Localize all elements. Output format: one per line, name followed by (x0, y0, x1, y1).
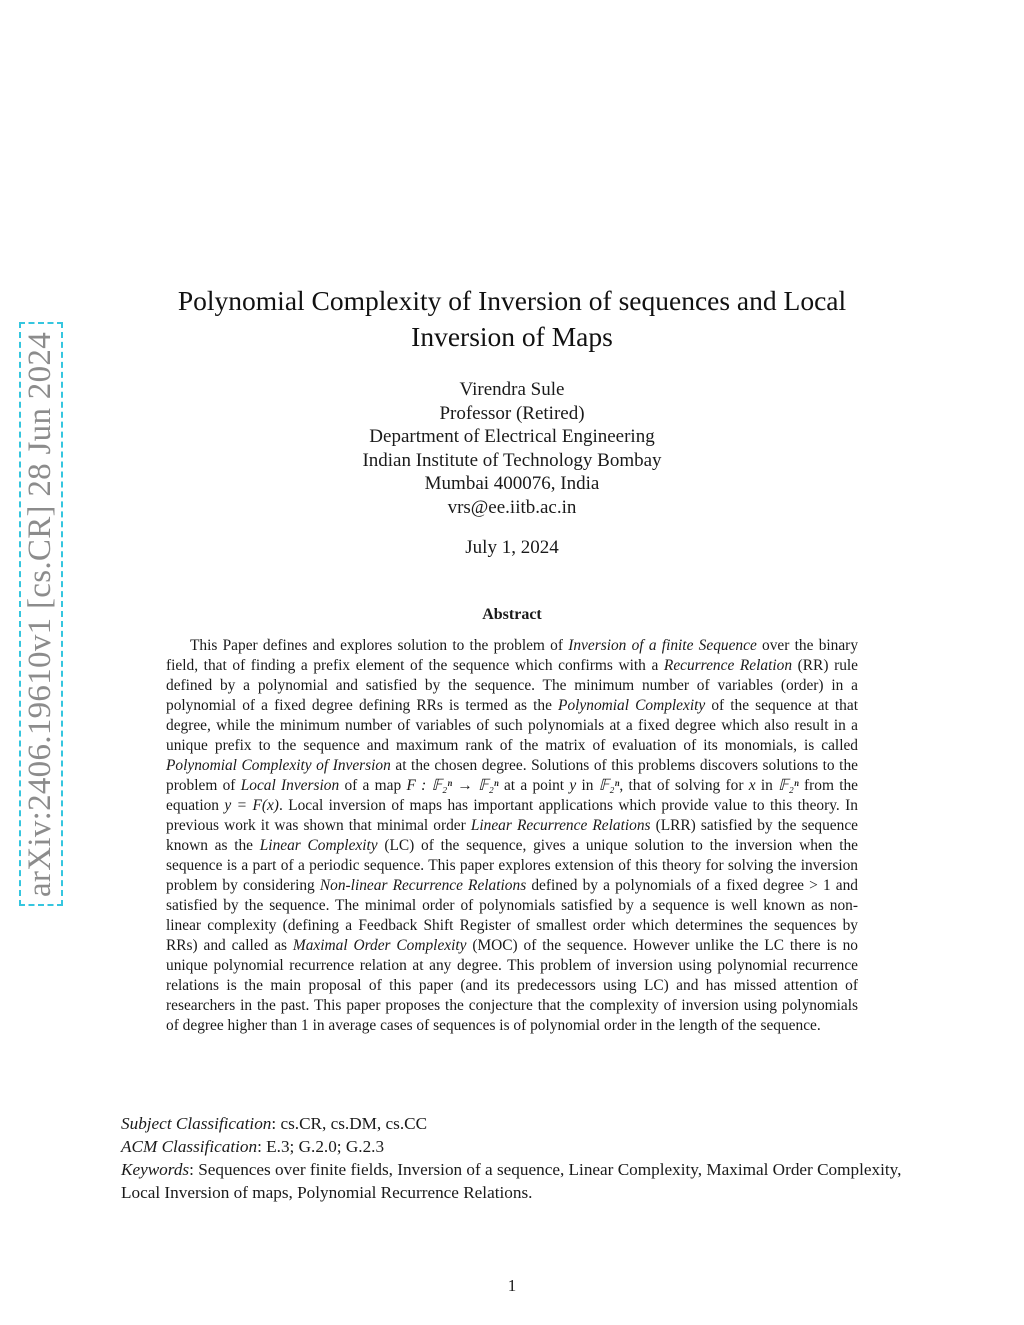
arxiv-sidebar-stamp[interactable] (19, 322, 63, 906)
abstract-text: in (576, 777, 599, 794)
abstract-text: of a map (339, 777, 407, 794)
abstract-text: at a point (498, 777, 570, 794)
abstract-term: Maximal Order Complexity (292, 937, 467, 954)
acm-classification (121, 1135, 907, 1158)
abstract-math: 𝔽₂ⁿ (778, 777, 799, 794)
abstract-term: Linear Complexity (259, 837, 378, 854)
abstract-text: . Local inversion of maps has important applications which provide value to this theory. In previous work it was shown that minimal order (166, 797, 858, 834)
abstract-math: 𝔽₂ⁿ (598, 777, 620, 794)
paper-date: July 1, 2024 (465, 537, 559, 558)
subject-classification-value: : cs.CR, cs.DM, cs.CC (271, 1114, 428, 1133)
abstract-text: , that of solving for (619, 777, 749, 794)
classification-block (121, 1112, 907, 1204)
abstract-text: This Paper defines and explores solution to the problem of (190, 637, 569, 654)
abstract-term: Polynomial Complexity (558, 697, 706, 714)
abstract-body (166, 636, 858, 1036)
abstract-heading: Abstract (482, 606, 542, 623)
subject-classification (121, 1112, 907, 1135)
abstract-term: Inversion of a finite Sequence (568, 637, 757, 654)
paper-title (150, 283, 874, 355)
author-name: Virendra Sule (459, 379, 565, 400)
keywords (121, 1158, 907, 1204)
author-email[interactable]: vrs@ee.iitb.ac.in (447, 496, 577, 518)
abstract-text: (MOC) of the sequence. However unlike the LC there is no unique polynomial recurrence relation at any degree. This problem of inversion using polynomial recurrence relations is the main proposal of this paper (and its predecessors using LC) and has missed attention of researchers in the past. This paper proposes the conjecture that the complexity of inversion using polynomials of degree higher than 1 in average cases of sequences is of polynomial order in the length of the sequence. (166, 937, 858, 1034)
title-line-1: Polynomial Complexity of Inversion of sequences and Local (177, 285, 847, 316)
keywords-label: Keywords (121, 1160, 190, 1179)
abstract-text: (LC) of the sequence, gives a unique solution to the inversion when the sequence is a part of a periodic sequence. This paper explores extension of this theory for solving the inversion problem by considering (166, 837, 858, 894)
abstract-term: Linear Recurrence Relations (470, 817, 651, 834)
abstract-text: of the sequence at that degree, while the minimum number of variables of such polynomials at a fixed degree which also result in a unique prefix to the sequence and maximum rank of the matrix of evaluation of its monomials, is called (166, 697, 858, 754)
abstract-text: defined by a polynomials of a fixed degree > 1 and satisfied by the sequence. The minimal order of polynomials satisfied by a sequence is well known as non-linear complexity (defining a Feedback Shift Register of smallest order which determines the sequences by RRs) and called as (166, 877, 859, 954)
author-block (200, 378, 824, 519)
subject-classification-label: Subject Classification (121, 1114, 272, 1133)
page-number: 1 (507, 1276, 517, 1295)
abstract-text: in (755, 777, 779, 794)
abstract-math: y (569, 777, 577, 794)
keywords-value: : Sequences over finite fields, Inversion of a sequence, Linear Complexity, Maximal Order Complexity, Local Inversion of maps, Polynomial Recurrence Relations. (121, 1160, 902, 1202)
author-position: Professor (Retired) (439, 402, 585, 424)
abstract-math: y = F(x) (224, 797, 279, 814)
abstract-math: F : 𝔽₂ⁿ → 𝔽₂ⁿ (406, 777, 499, 794)
abstract-text: at the chosen degree. Solutions of this problems discovers solutions to the problem of (166, 757, 858, 794)
abstract-text: over the binary field, that of finding a prefix element of the sequence which confirms with a (166, 637, 859, 674)
author-city: Mumbai 400076, India (424, 473, 600, 494)
abstract-text: from the equation (166, 777, 859, 814)
abstract-term: Non-linear Recurrence Relations (319, 877, 527, 894)
author-department: Department of Electrical Engineering (369, 426, 655, 447)
abstract-math: x (748, 777, 756, 794)
abstract-term: Recurrence Relation (663, 657, 793, 674)
acm-classification-label: ACM Classification (121, 1137, 258, 1156)
acm-classification-value: : E.3; G.2.0; G.2.3 (257, 1137, 385, 1156)
title-line-2: Inversion of Maps (411, 321, 613, 352)
arxiv-identifier[interactable]: arXiv:2406.19610v1 [cs.CR] 28 Jun 2024 (22, 331, 59, 897)
author-institute: Indian Institute of Technology Bombay (362, 449, 662, 471)
abstract-text: (LRR) satisfied by the sequence known as the (166, 817, 858, 854)
abstract-text: (RR) rule defined by a polynomial and satisfied by the sequence. The minimum number of variables (order) in a polynomial of a fixed degree defining RRs is termed as the (166, 657, 858, 714)
abstract-term: Local Inversion (240, 777, 340, 794)
abstract-term: Polynomial Complexity of Inversion (166, 757, 391, 774)
